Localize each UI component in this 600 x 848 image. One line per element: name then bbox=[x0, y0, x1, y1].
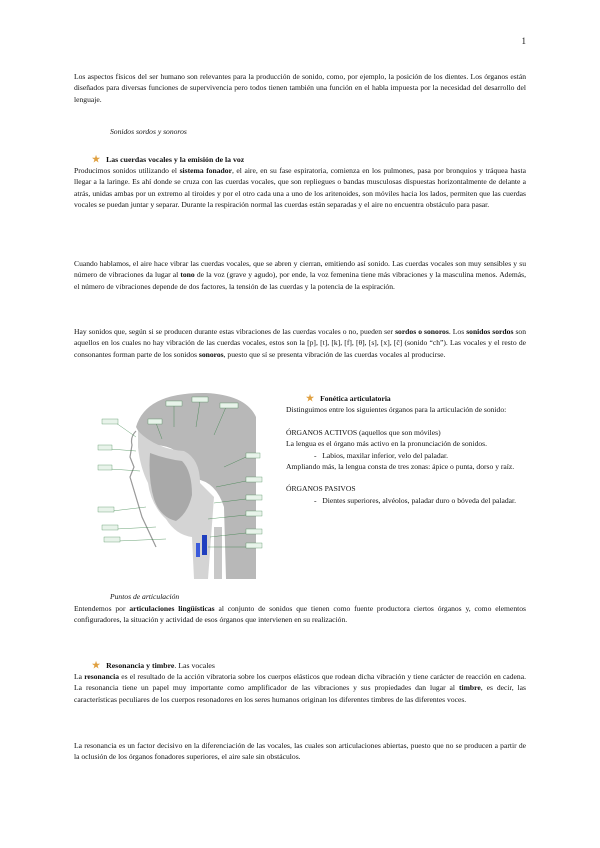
heading-text: Las cuerdas vocales y la emisión de la voz bbox=[106, 155, 245, 164]
page-number: 1 bbox=[521, 36, 526, 46]
fonetica-intro: Distinguimos entre los siguientes órganos para la articulación de sonido: bbox=[286, 405, 507, 415]
heading-resonancia: ★ Resonancia y timbre. Las vocales bbox=[92, 660, 215, 670]
caption-sonidos: Sonidos sordos y sonoros bbox=[110, 127, 187, 136]
star-icon: ★ bbox=[92, 154, 101, 164]
fonetica-heading: ★ Fonética articulatoria bbox=[306, 393, 391, 403]
caption-puntos: Puntos de articulación bbox=[110, 592, 180, 601]
paragraph-sistema-fonador: Producimos sonidos utilizando el sistema fonador, el aire, en su fase espiratoria, comienza en los pulmones, pasa por bronquios y tráquea hasta llegar a la laringe. Es ahí donde se cruza con las cuerdas vocales, que son repliegues o bandas musculosas dispuestas horizontalmente de delante a atrás, unidas ambas por un extremo al tiroides y por el otro cada una a uno de los aritenoides, son móviles hacia los lados, permiten que las cuerdas vocales se puedan juntar y separar. Durante la respiración normal las cuerdas están separadas y el aire no encuentra obstáculo para pasar. bbox=[74, 166, 526, 210]
paragraph-articulaciones: Entendemos por articulaciones lingüísticas al conjunto de sonidos que tienen como fuente productora ciertos órganos y, como elementos configuradores, la situación y actividad de esos órganos que intervienen en su realización. bbox=[74, 604, 526, 625]
paragraph-sordos-sonoros: Hay sonidos que, según si se producen durante estas vibraciones de las cuerdas vocales o no, pueden ser sordos o sonoros. Los sonidos sordos son aquellos en los cuales no hay vibración de las cuerdas vocales, estos son la [p], [t], [k], [f], [θ], [s], [x], [č] (sonido “ch”). Las vocales y el resto de consonantes forman parte de los sonidos sonoros, puesto que sí se presenta vibración de las cuerdas vocales al producirse. bbox=[74, 327, 526, 359]
star-icon: ★ bbox=[306, 393, 315, 403]
intro-paragraph: Los aspectos físicos del ser humano son relevantes para la producción de sonido, como, por ejemplo, la posición de los dientes. Los órganos están diseñados para diversas funciones de supervivencia pero todos tienen también una función en el habla impuesta por la necesidad del desarrollo del lenguaje. bbox=[74, 72, 526, 104]
fonetica-articulatoria-section bbox=[286, 393, 526, 506]
organos-activos-title: ÓRGANOS ACTIVOS (aquellos que son móviles) bbox=[286, 427, 441, 437]
vocal-tract-diagram bbox=[96, 387, 274, 579]
organos-pasivos-bullet: - Dientes superiores, alvéolos, paladar duro o bóveda del paladar. bbox=[314, 495, 517, 505]
paragraph-vocales: La resonancia es un factor decisivo en la diferenciación de las vocales, las cuales son articulaciones abiertas, puesto que no se producen a partir de la oclusión de los órganos fonadores superiores, el aire sale sin obstáculos. bbox=[74, 741, 526, 762]
paragraph-resonancia: La resonancia es el resultado de la acción vibratoria sobre los cuerpos elásticos que rodean dicha vibración y tiene carácter de reacción en cadena. La resonancia tiene un papel muy importante como amplificador de las vibraciones y sus propiedades dan lugar al timbre, es decir, las características peculiares de los cuerpos resonadores en los seres humanos originan los diferentes timbres de las diferentes voces. bbox=[74, 672, 526, 704]
paragraph-tono: Cuando hablamos, el aire hace vibrar las cuerdas vocales, que se abren y cierran, emitiendo así sonido. Las cuerdas vocales son muy sensibles y su número de vibraciones da lugar al tono de la voz (grave y agudo), por ende, la voz femenina tiene más vibraciones y la masculina menos. Además, el número de vibraciones depende de dos factores, la tensión de las cuerdas y la potencia de la espiración. bbox=[74, 259, 526, 291]
organos-activos-text: La lengua es el órgano más activo en la pronunciación de sonidos. bbox=[286, 439, 488, 449]
star-icon: ★ bbox=[92, 660, 101, 670]
ampliando-text: Ampliando más, la lengua consta de tres zonas: ápice o punta, dorso y raíz. bbox=[286, 462, 515, 472]
heading-cuerdas-vocales bbox=[92, 154, 244, 165]
organos-pasivos-title: ÓRGANOS PASIVOS bbox=[286, 484, 356, 494]
organos-activos-bullet: - Labios, maxilar inferior, velo del paladar. bbox=[314, 450, 449, 460]
